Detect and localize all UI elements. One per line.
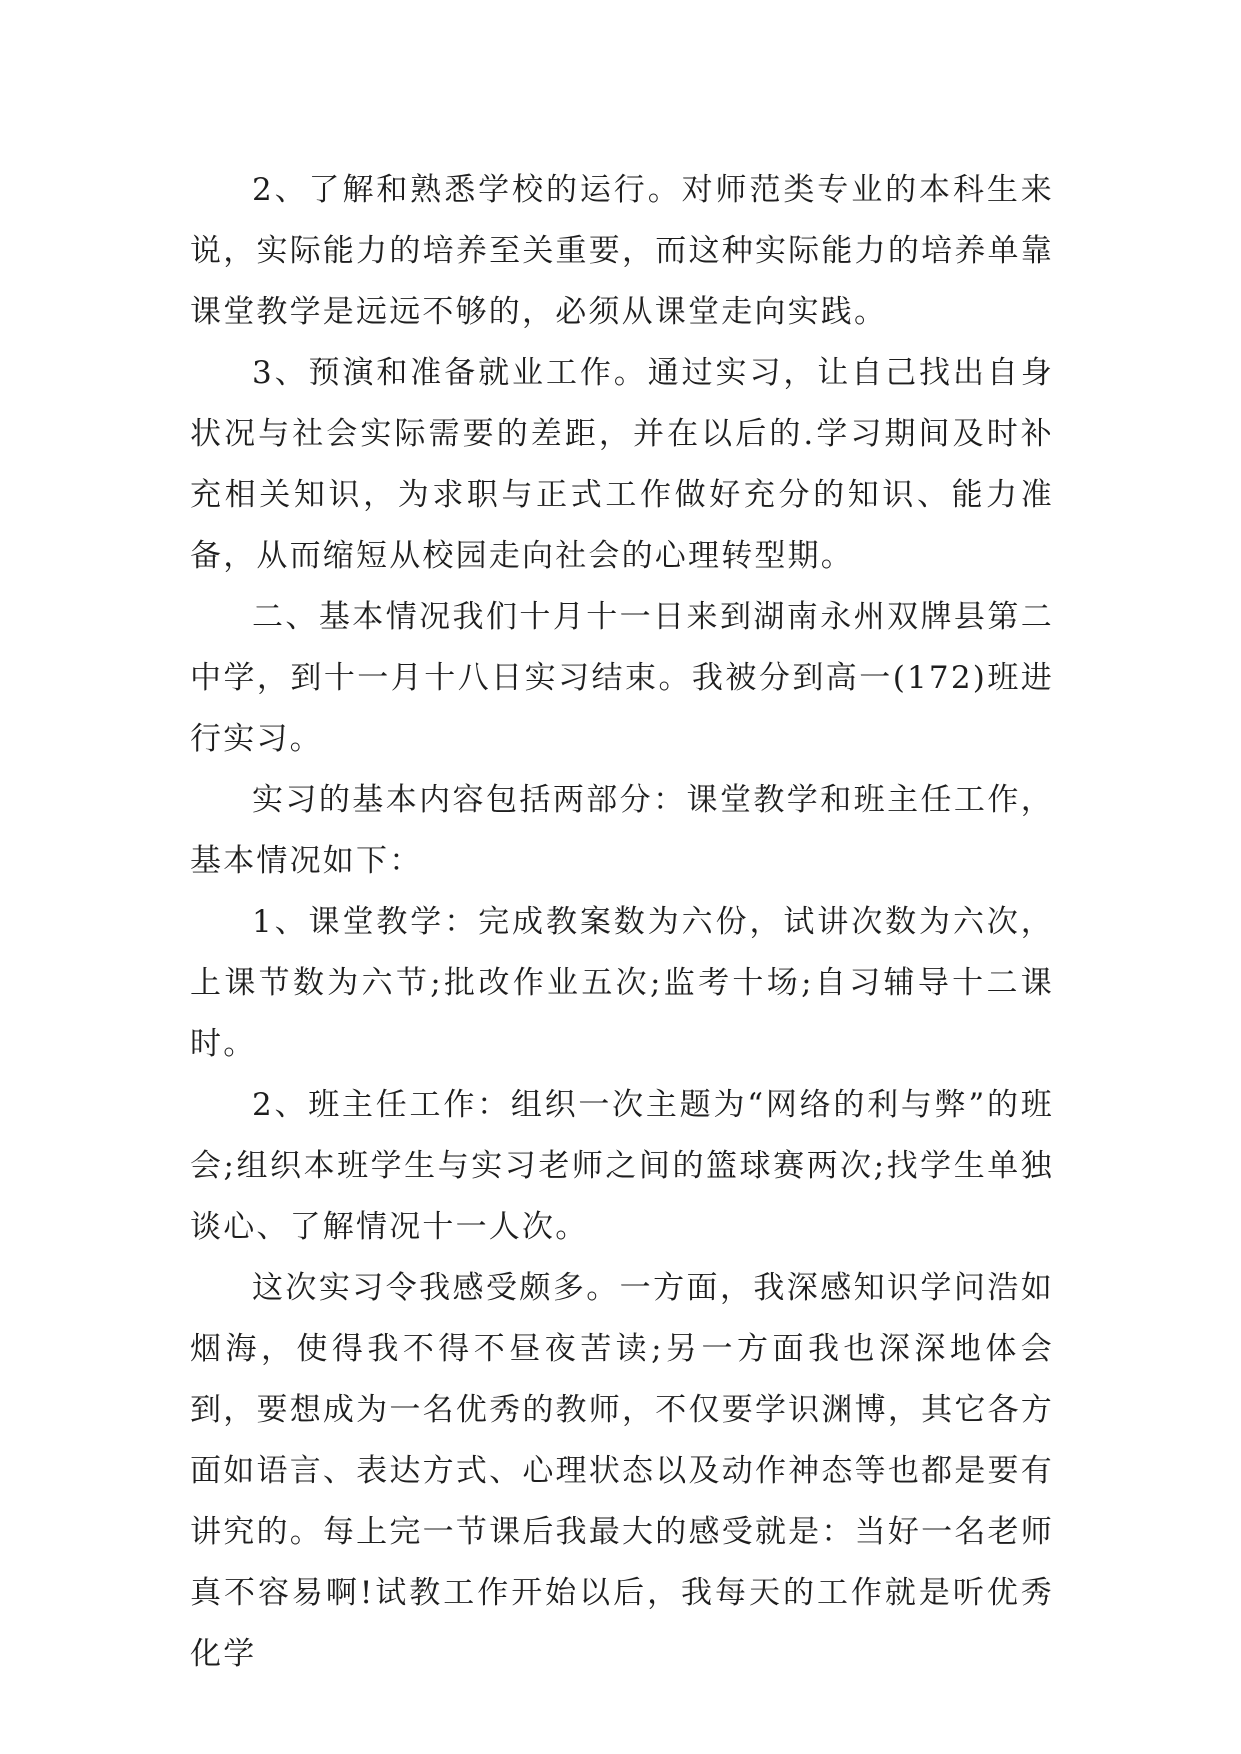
paragraph-basic-situation: 二、基本情况我们十月十一日来到湖南永州双牌县第二中学，到十一月十八日实习结束。我被分到高一(172)班进行实习。: [190, 599, 1054, 757]
paragraph-school-operation: 2、了解和熟悉学校的运行。对师范类专业的本科生来说，实际能力的培养至关重要，而这种实际能力的培养单靠课堂教学是远远不够的，必须从课堂走向实践。: [190, 172, 1054, 330]
paragraph-classroom-teaching: 1、课堂教学：完成教案数为六份，试讲次数为六次，上课节数为六节;批改作业五次;监考十场;自习辅导十二课时。: [190, 904, 1054, 1062]
document-body: [190, 160, 1054, 1685]
paragraph-reflection: 这次实习令我感受颇多。一方面，我深感知识学问浩如烟海，使得我不得不昼夜苦读;另一方面我也深深地体会到，要想成为一名优秀的教师，不仅要学识渊博，其它各方面如语言、表达方式、心理状态以及动作神态等也都是要有讲究的。每上完一节课后我最大的感受就是：当好一名老师真不容易啊!试教工作开始以后，我每天的工作就是听优秀化学: [190, 1270, 1054, 1672]
paragraph-class-teacher-work: 2、班主任工作：组织一次主题为“网络的利与弊”的班会;组织本班学生与实习老师之间的篮球赛两次;找学生单独谈心、了解情况十一人次。: [190, 1087, 1054, 1245]
paragraph-employment-preparation: 3、预演和准备就业工作。通过实习，让自己找出自身状况与社会实际需要的差距，并在以后的.学习期间及时补充相关知识，为求职与正式工作做好充分的知识、能力准备，从而缩短从校园走向社会的心理转型期。: [190, 355, 1054, 574]
paragraph-internship-content: 实习的基本内容包括两部分：课堂教学和班主任工作，基本情况如下：: [190, 782, 1054, 879]
